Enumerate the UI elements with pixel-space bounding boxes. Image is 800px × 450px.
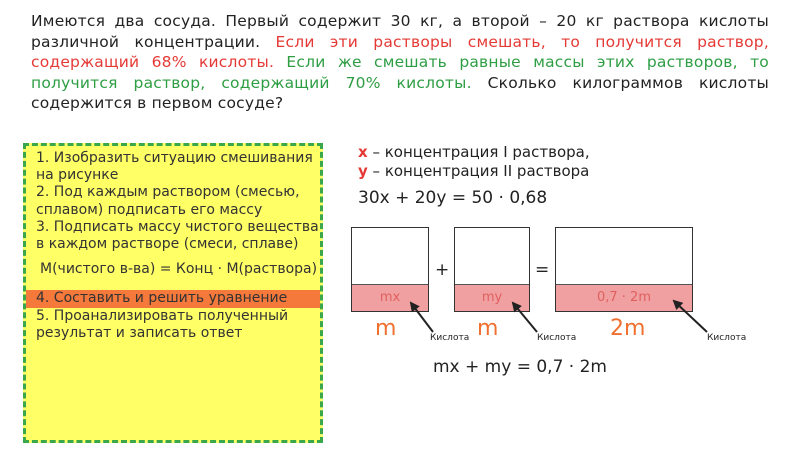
acid-arrow-3 (674, 301, 707, 332)
acid-label-2: Кислота (537, 333, 577, 343)
problem-part-2: Если эти растворы смешать, то получится раствор, содержащий 68% кислоты. (31, 32, 769, 71)
step-formula: M(чистого в-ва) = Конц · M(раствора) (40, 261, 318, 278)
problem-part-4: Сколько килограммов кислоты содержится в первом сосуде? (31, 73, 769, 112)
mass-label-3: 2m (610, 316, 646, 341)
step-5: 5. Проанализировать полученный результат и записать ответ (36, 307, 293, 341)
var-x: x (358, 143, 368, 161)
problem-part-3: Если же смешать равные массы этих растворов, то получится раствор, содержащий 70% кислоты. (31, 53, 769, 92)
equals-sign: = (535, 260, 550, 280)
problem-part-1: Имеются два сосуда. Первый содержит 30 кг, а второй – 20 кг раствора кислоты различной концентрации. (31, 12, 769, 51)
var-y: y (358, 162, 368, 180)
step-3: 3. Подписать массу чистого вещества в каждом растворе (смеси, сплаве) (36, 218, 324, 253)
plus-sign: + (435, 260, 450, 280)
acid-label-1: Кислота (430, 333, 470, 343)
acid-arrow-2 (513, 303, 537, 332)
mass-label-1: m (375, 316, 397, 341)
equation-2: mx + my = 0,7 · 2m (433, 357, 607, 377)
definition-x-text: – концентрация I раствора, (367, 143, 590, 161)
mass-label-2: m (477, 316, 499, 341)
acid-label-3: Кислота (707, 333, 747, 343)
step-4: 4. Составить и решить уравнение (26, 290, 320, 307)
vessel-1-fill: mx (352, 284, 428, 311)
equation-1: 30x + 20y = 50 · 0,68 (358, 188, 548, 208)
step-2: 2. Под каждым раствором (смесью, сплавом) подписать его массу (36, 184, 304, 218)
step-1: 1. Изобразить ситуацию смешивания на рисунке (36, 150, 318, 184)
vessel-3-fill: 0,7 · 2m (556, 284, 692, 311)
definition-y-text: – концентрация II раствора (367, 162, 590, 180)
vessel-2-fill: my (455, 284, 529, 311)
acid-arrow-1 (411, 303, 433, 332)
